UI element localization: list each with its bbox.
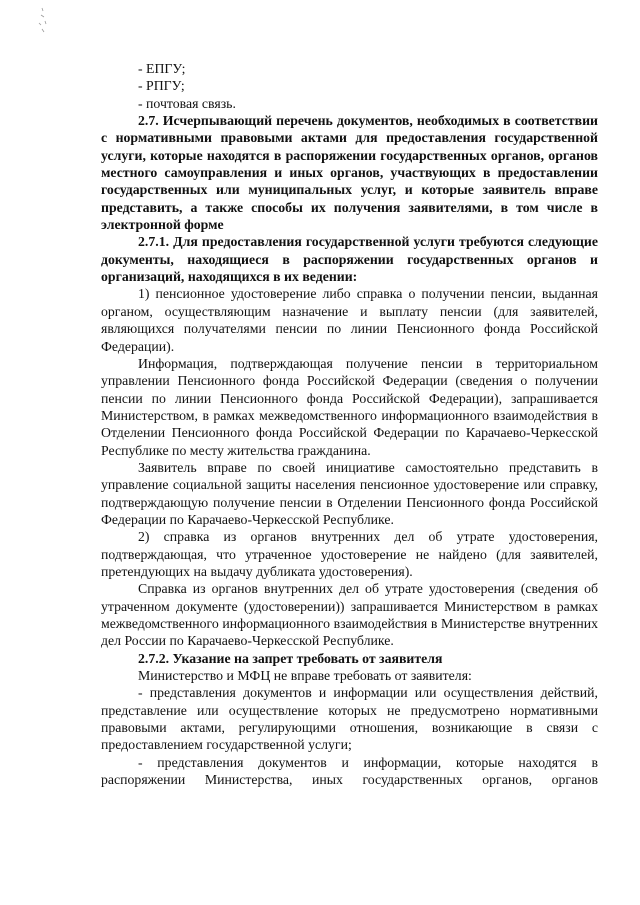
paragraph-prohibition-item-1: - представления документов и информации или осуществления действий, представление или осуществление которых не предусмотрено нормативными правовыми актами, регулирующими отношения, возникающие в связи с предоставлением государственной услуги;: [101, 685, 598, 753]
section-heading-2-7-2: 2.7.2. Указание на запрет требовать от заявителя: [138, 650, 443, 666]
scan-artifact: [36, 6, 50, 36]
document-body: [101, 60, 598, 788]
paragraph-police-request: Справка из органов внутренних дел об утрате удостоверения (сведения об утраченном документе (удостоверении)) запрашивается Министерством в рамках межведомственного информационного взаимодействия в Министерстве внутренних дел России по Карачаево-Черкесской Республике.: [101, 581, 598, 649]
paragraph-police-certificate: 2) справка из органов внутренних дел об утрате удостоверения, подтверждающая, что утраченное удостоверение не найдено (для заявителей, претендующих на выдачу дубликата удостоверения).: [101, 529, 598, 579]
list-item-post: - почтовая связь.: [138, 95, 236, 111]
paragraph-pension-certificate: 1) пенсионное удостоверение либо справка о получении пенсии, выданная органом, осуществляющим назначение и выплату пенсии (для заявителей, являющихся получателями пенсии по линии Пенсионного фонда Российской Федерации).: [101, 286, 598, 354]
section-heading-2-7: 2.7. Исчерпывающий перечень документов, необходимых в соответствии с нормативными правовыми актами для предоставления государственной услуги, которые находятся в распоряжении государственных органов, органов местного самоуправления и иных органов, участвующих в предоставлении государственных или муниципальных услуг, и которые заявитель вправе представить, а также способы их получения заявителями, в том числе в электронной форме: [101, 113, 598, 233]
paragraph-prohibition-item-2: - представления документов и информации, которые находятся в распоряжении Министерства, иных государственных органов, органов: [101, 754, 598, 788]
list-item-rpgu: - РПГУ;: [138, 78, 185, 94]
section-heading-2-7-1: 2.7.1. Для предоставления государственной услуги требуются следующие документы, находящиеся в распоряжении государственных органов и организаций, находящихся в их ведении:: [101, 234, 598, 285]
paragraph-applicant-right: Заявитель вправе по своей инициативе самостоятельно представить в управление социальной защиты населения пенсионное удостоверение или справку, подтверждающую получение пенсии в Отделении Пенсионного фонда Российской Федерации по Карачаево-Черкесской Республике.: [101, 459, 598, 527]
paragraph-pension-information: Информация, подтверждающая получение пенсии в территориальном управлении Пенсионного фонда Российской Федерации (сведения о получении пенсии по линии Пенсионного фонда Российской Федерации), запрашивается Министерством, в рамках межведомственного информационного взаимодействия в Отделении Пенсионного фонда Российской Федерации по Карачаево-Черкесской Республике по месту жительства гражданина.: [101, 355, 598, 458]
paragraph-prohibition-intro: Министерство и МФЦ не вправе требовать от заявителя:: [138, 668, 472, 684]
list-item-epgu: - ЕПГУ;: [138, 61, 186, 76]
